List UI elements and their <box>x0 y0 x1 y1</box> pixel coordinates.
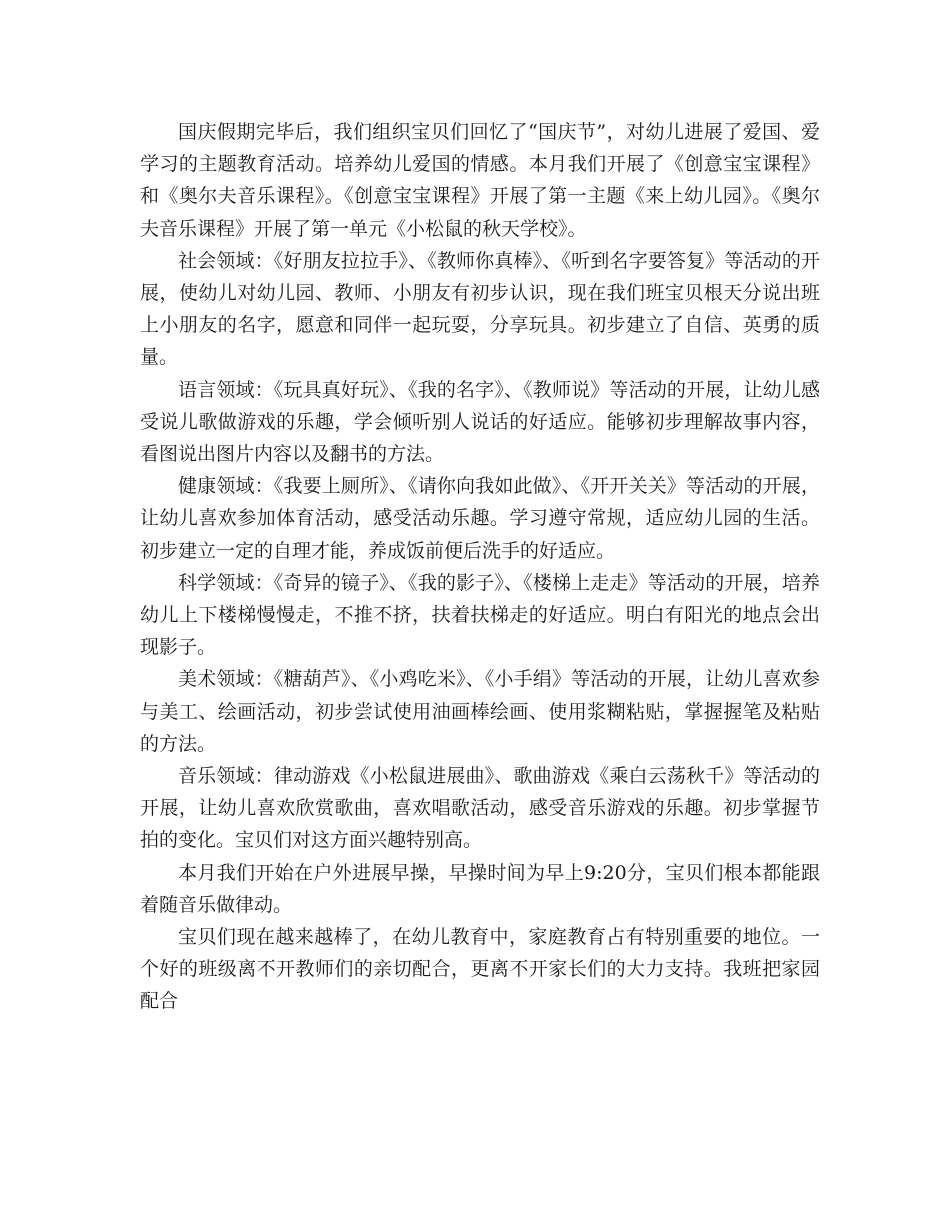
paragraph-social: 社会领域：《好朋友拉拉手》、《教师你真棒》、《听到名字要答复》等活动的开展，使幼儿对幼儿园、教师、小朋友有初步认识，现在我们班宝贝根天分说出班上小朋友的名字，愿意和同伴一起玩耍，分享玩具。初步建立了自信、英勇的质量。 <box>140 249 820 369</box>
document-body <box>140 116 820 1018</box>
paragraph-health: 健康领域：《我要上厕所》、《请你向我如此做》、《开开关关》等活动的开展，让幼儿喜欢参加体育活动，感受活动乐趣。学习遵守常规，适应幼儿园的生活。初步建立一定的自理才能，养成饭前便后洗手的好适应。 <box>140 475 820 562</box>
paragraph-science: 科学领域：《奇异的镜子》、《我的影子》、《楼梯上走走》等活动的开展，培养幼儿上下楼梯慢慢走，不推不挤，扶着扶梯走的好适应。明白有阳光的地点会出现影子。 <box>140 571 820 659</box>
paragraph-family-cooperation: 宝贝们现在越来越棒了，在幼儿教育中，家庭教育占有特别重要的地位。一个好的班级离不开教师们的亲切配合，更离不开家长们的大力支持。我班把家园配合 <box>140 926 820 1013</box>
paragraph-intro: 国庆假期完毕后，我们组织宝贝们回忆了“国庆节”，对幼儿进展了爱国、爱学习的主题教育活动。培养幼儿爱国的情感。本月我们开展了《创意宝宝课程》和《奥尔夫音乐课程》。《创意宝宝课程》开展了第一主题《来上幼儿园》。《奥尔夫音乐课程》开展了第一单元《小松鼠的秋天学校》。 <box>140 121 820 240</box>
paragraph-language: 语言领域：《玩具真好玩》、《我的名字》、《教师说》等活动的开展，让幼儿感受说儿歌做游戏的乐趣，学会倾听别人说话的好适应。能够初步理解故事内容，看图说出图片内容以及翻书的方法。 <box>140 378 820 466</box>
paragraph-morning-exercise: 本月我们开始在户外进展早操，早操时间为早上9:20分，宝贝们根本都能跟着随音乐做律动。 <box>140 861 820 916</box>
paragraph-music: 音乐领域：律动游戏《小松鼠进展曲》、歌曲游戏《乘白云荡秋千》等活动的开展，让幼儿喜欢欣赏歌曲，喜欢唱歌活动，感受音乐游戏的乐趣。初步掌握节拍的变化。宝贝们对这方面兴趣特别高。 <box>140 765 820 852</box>
paragraph-art: 美术领域：《糖葫芦》、《小鸡吃米》、《小手绢》等活动的开展，让幼儿喜欢参与美工、绘画活动，初步尝试使用油画棒绘画、使用浆糊粘贴，掌握握笔及粘贴的方法。 <box>140 668 820 755</box>
